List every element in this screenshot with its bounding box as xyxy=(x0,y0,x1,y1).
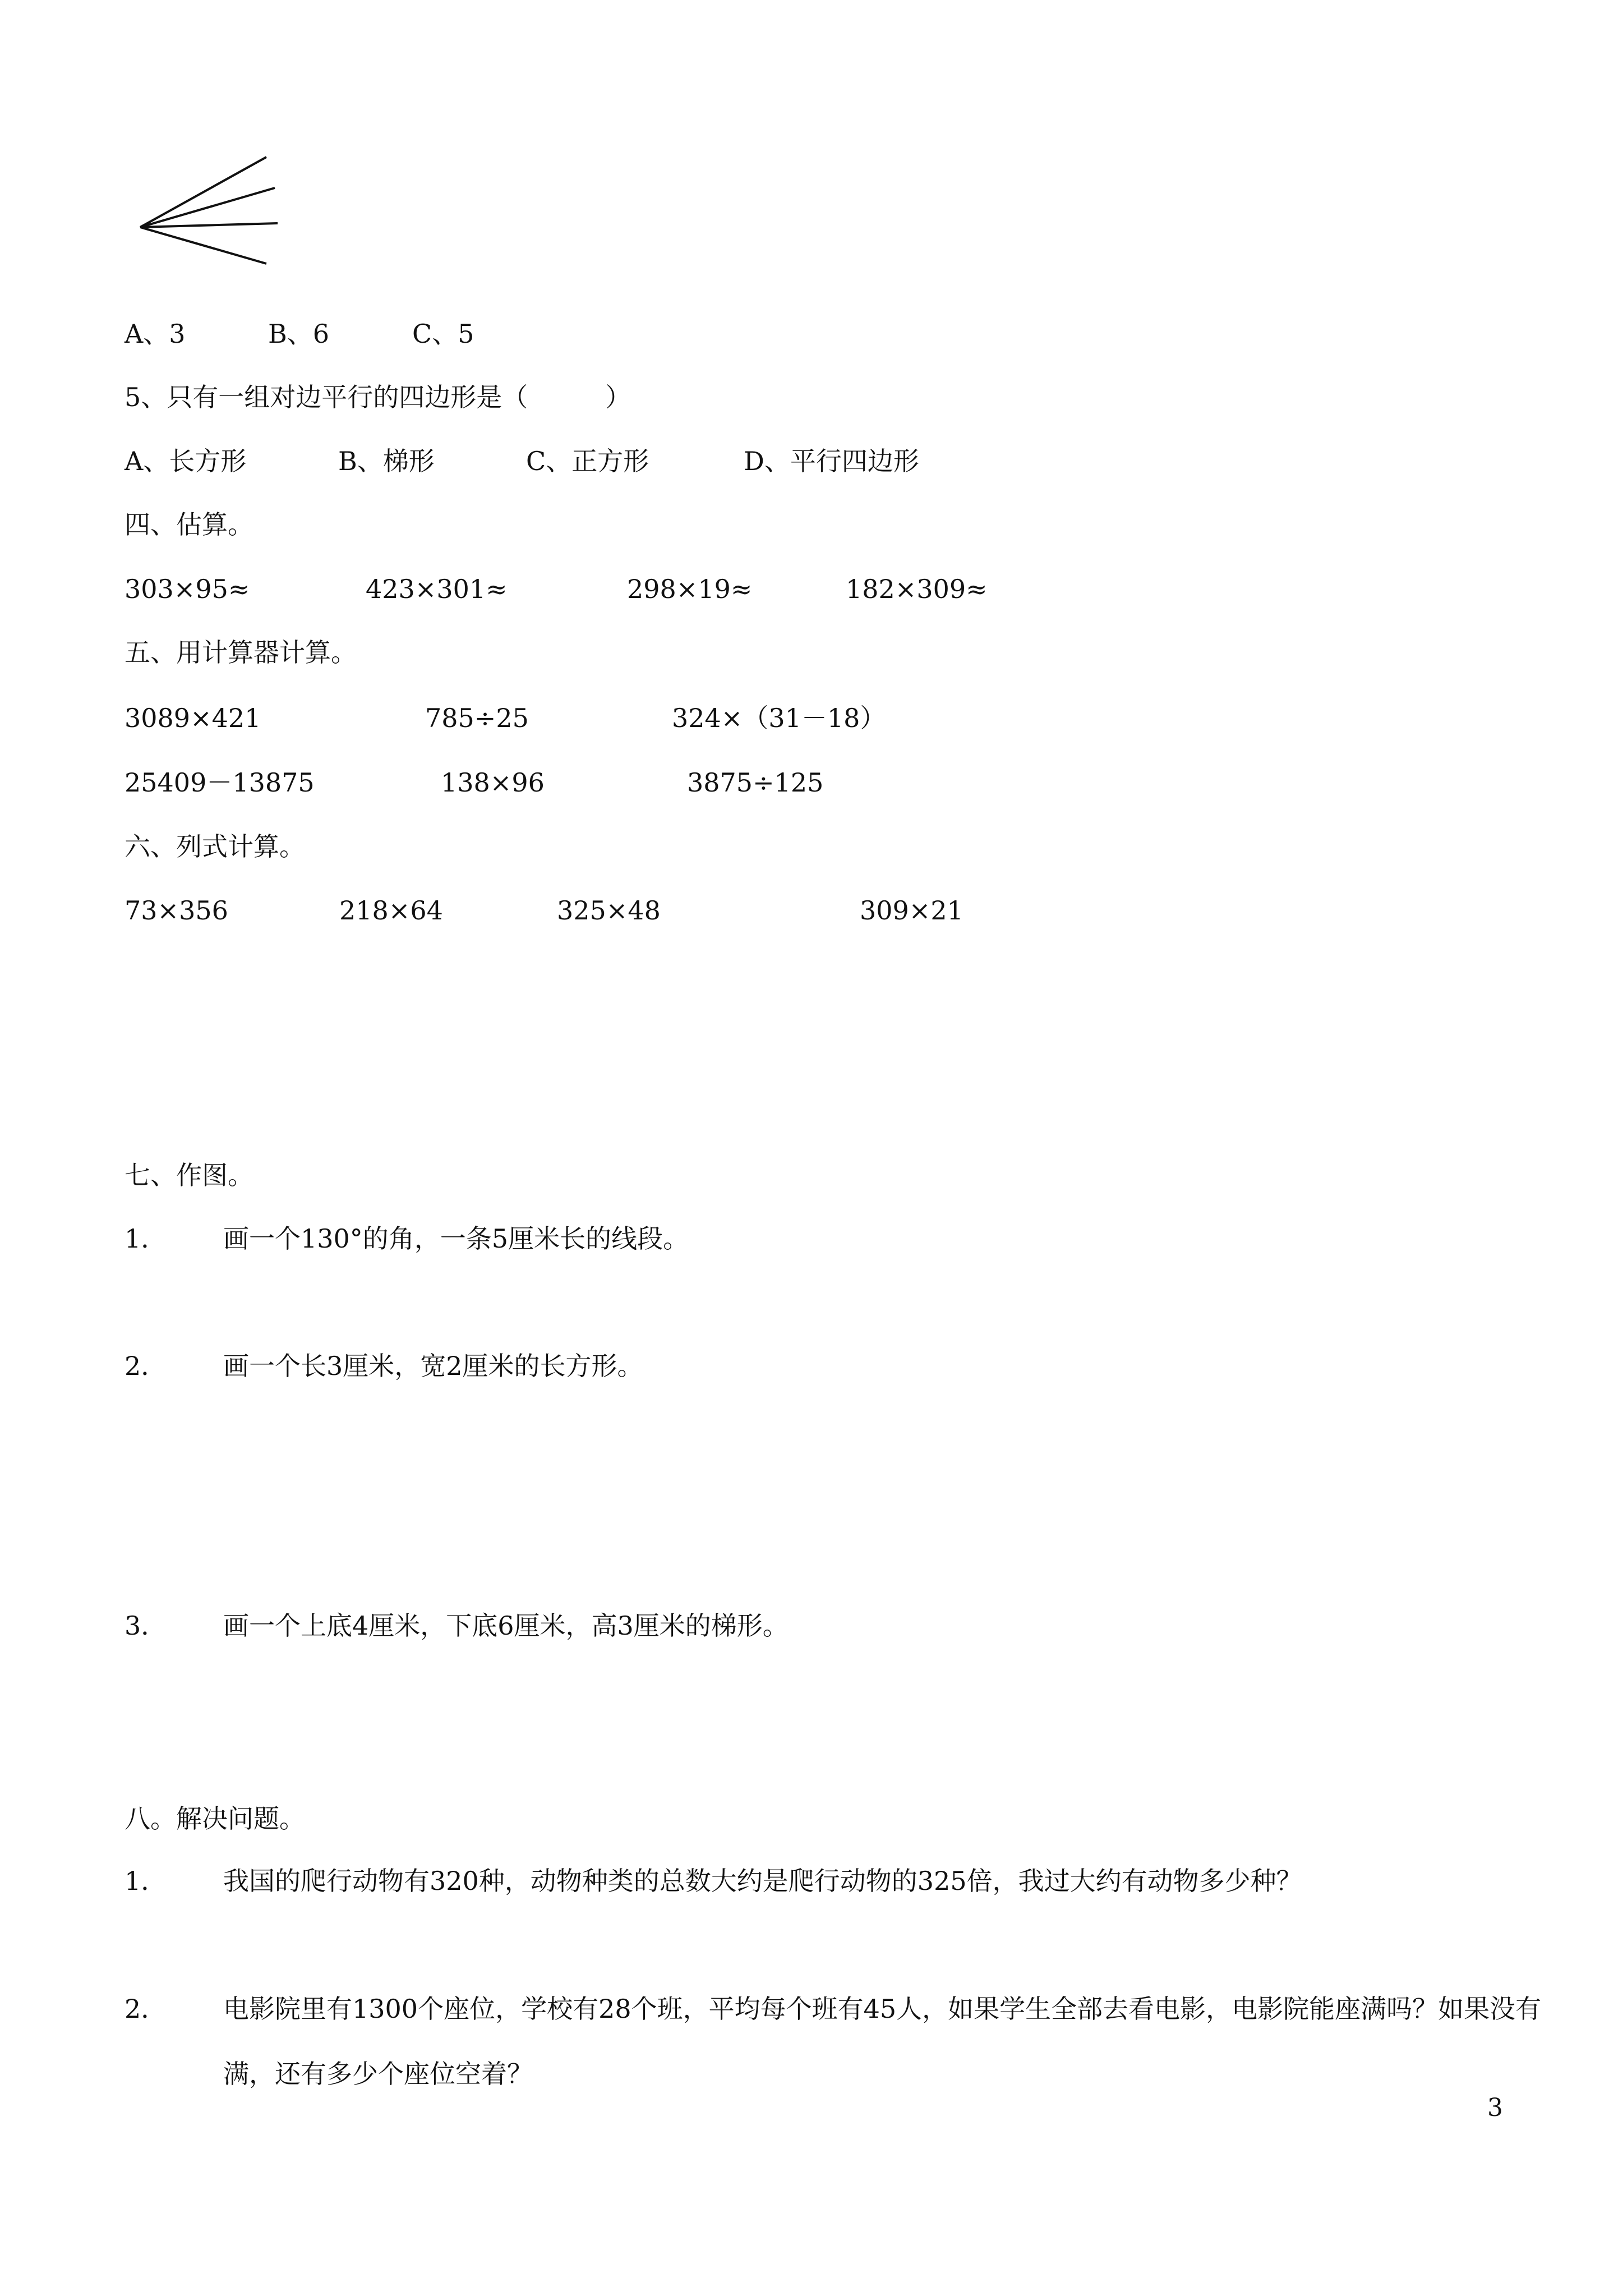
drawing-item-text: 画一个长3厘米，宽2厘米的长方形。 xyxy=(223,1351,643,1381)
problem-text: 电影院里有1300个座位，学校有28个班，平均每个班有45人，如果学生全部去看电影，电影院能座满吗？如果没有满，还有多少个座位空着？ xyxy=(223,1994,1542,2089)
section-4-title: 四、估算。 xyxy=(125,509,253,540)
q5-option-b: B、梯形 xyxy=(338,446,435,476)
ray-3 xyxy=(140,223,278,227)
section-6-title: 六、列式计算。 xyxy=(125,831,305,862)
ray-2 xyxy=(140,188,275,227)
drawing-item-number: 3． xyxy=(125,1611,167,1641)
problem-number: 1． xyxy=(125,1866,167,1896)
q5-option-c: C、正方形 xyxy=(526,446,649,476)
calc-row2-item-1: 25409－13875 xyxy=(125,767,315,798)
ray-4 xyxy=(140,227,266,264)
q5-option-a: A、长方形 xyxy=(125,446,247,476)
calc-row1-item-1: 3089×421 xyxy=(125,703,261,733)
q4-option-b: B、6 xyxy=(268,319,330,349)
drawing-item-number: 1． xyxy=(125,1223,167,1254)
problem-number: 2． xyxy=(125,1994,167,2024)
drawing-item-text: 画一个130°的角，一条5厘米长的线段。 xyxy=(223,1223,689,1254)
drawing-item-number: 2． xyxy=(125,1351,167,1381)
calc-row1-item-3: 324×（31－18） xyxy=(672,703,886,733)
estimate-item-2: 423×301≈ xyxy=(366,574,508,604)
q4-option-a: A、3 xyxy=(125,319,186,349)
estimate-item-3: 298×19≈ xyxy=(627,574,753,604)
section-7-title: 七、作图。 xyxy=(125,1160,253,1190)
calc-row1-item-2: 785÷25 xyxy=(425,703,529,733)
calc-row2-item-3: 3875÷125 xyxy=(687,767,824,798)
q4-option-c: C、5 xyxy=(412,319,474,349)
calc-row2-item-2: 138×96 xyxy=(441,767,545,798)
q5-stem: 5、只有一组对边平行的四边形是（ ） xyxy=(125,382,631,412)
section-8-title: 八。解决问题。 xyxy=(125,1803,305,1834)
page-number: 3 xyxy=(1487,2093,1503,2122)
q5-option-d: D、平行四边形 xyxy=(744,446,919,476)
column-calc-item-2: 218×64 xyxy=(339,895,443,926)
rays-figure xyxy=(135,151,292,275)
section-5-title: 五、用计算器计算。 xyxy=(125,637,357,668)
problem-text: 我国的爬行动物有320种，动物种类的总数大约是爬行动物的325倍，我过大约有动物多少种？ xyxy=(223,1866,1302,1896)
estimate-item-4: 182×309≈ xyxy=(846,574,988,604)
column-calc-item-4: 309×21 xyxy=(860,895,963,926)
column-calc-item-3: 325×48 xyxy=(557,895,661,926)
column-calc-item-1: 73×356 xyxy=(125,895,228,926)
estimate-item-1: 303×95≈ xyxy=(125,574,250,604)
ray-1 xyxy=(140,157,266,227)
drawing-item-text: 画一个上底4厘米，下底6厘米，高3厘米的梯形。 xyxy=(223,1611,789,1641)
